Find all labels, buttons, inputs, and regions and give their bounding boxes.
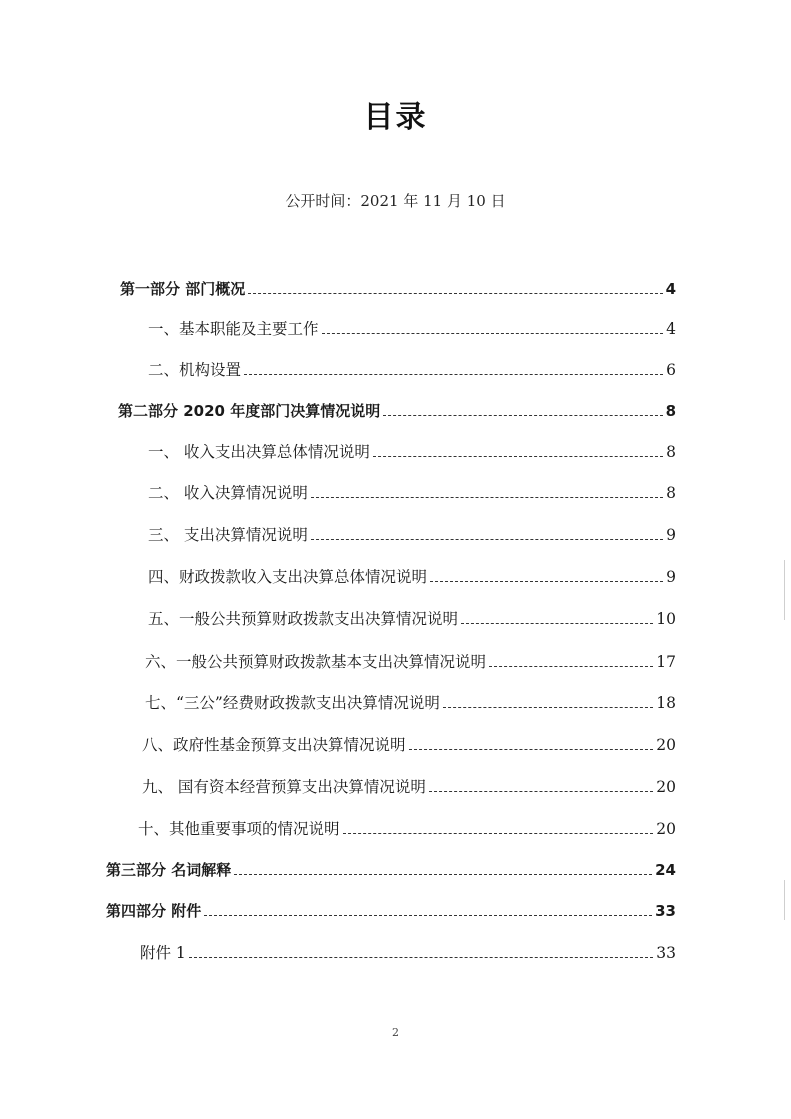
page-title: 目录: [363, 100, 428, 135]
toc-entry-label: 第二部分 2020 年度部门决算情况说明: [118, 402, 381, 420]
toc-entry-label: 九、 国有资本经营预算支出决算情况说明: [142, 778, 426, 796]
toc-item-row: [145, 650, 676, 674]
toc-item-row: [148, 607, 676, 631]
toc-entry-page: 18: [656, 694, 676, 712]
toc-item-row: [148, 481, 676, 505]
publish-date: 公开时间：2021 年 11 月 10 日: [285, 192, 506, 210]
toc-entry-page: 8: [665, 402, 676, 420]
toc-entry-label: 五、一般公共预算财政拨款支出决算情况说明: [148, 610, 459, 628]
toc-item-row: [148, 358, 676, 382]
toc-dot-leader: [443, 707, 653, 708]
toc-part-row: [120, 277, 676, 301]
toc-entry-label: 一、基本职能及主要工作: [148, 320, 319, 338]
toc-entry-label: 七、“三公”经费财政拨款支出决算情况说明: [145, 694, 440, 712]
toc-item-row: [148, 440, 676, 464]
toc-entry-label: 第一部分 部门概况: [120, 280, 246, 298]
toc-entry-label: 一、 收入支出决算总体情况说明: [148, 443, 370, 461]
toc-entry-page: 9: [666, 526, 676, 544]
toc-entry-label: 八、政府性基金预算支出决算情况说明: [142, 736, 406, 754]
toc-dot-leader: [248, 293, 662, 294]
toc-entry-page: 33: [656, 944, 676, 962]
toc-dot-leader: [311, 539, 663, 540]
toc-dot-leader: [409, 749, 654, 750]
toc-part-row: [106, 858, 676, 882]
toc-entry-page: 17: [656, 653, 676, 671]
toc-dot-leader: [311, 497, 663, 498]
toc-dot-leader: [204, 915, 652, 916]
toc-entry-label: 六、一般公共预算财政拨款基本支出决算情况说明: [145, 653, 487, 671]
toc-dot-leader: [461, 623, 653, 624]
toc-dot-leader: [489, 666, 653, 667]
toc-entry-page: 20: [656, 736, 676, 754]
toc-item-row: [140, 941, 676, 965]
toc-entry-page: 10: [656, 610, 676, 628]
toc-entry-label: 第三部分 名词解释: [106, 861, 232, 879]
toc-part-row: [106, 899, 676, 923]
toc-entry-page: 6: [666, 361, 676, 379]
toc-entry-label: 二、机构设置: [148, 361, 242, 379]
toc-dot-leader: [189, 957, 653, 958]
toc-item-row: [148, 523, 676, 547]
toc-entry-page: 4: [665, 280, 676, 298]
toc-item-row: [148, 317, 676, 341]
toc-dot-leader: [244, 374, 663, 375]
toc-item-row: [142, 775, 676, 799]
toc-dot-leader: [343, 833, 654, 834]
toc-entry-page: 9: [666, 568, 676, 586]
toc-dot-leader: [430, 581, 663, 582]
toc-part-row: [118, 399, 676, 423]
toc-item-row: [148, 565, 676, 589]
toc-entry-page: 8: [666, 484, 676, 502]
toc-entry-page: 24: [655, 861, 676, 879]
toc-dot-leader: [373, 456, 663, 457]
toc-dot-leader: [322, 333, 664, 334]
toc-item-row: [145, 691, 676, 715]
toc-entry-label: 第四部分 附件: [106, 902, 202, 920]
toc-entry-page: 20: [656, 820, 676, 838]
toc-entry-label: 四、财政拨款收入支出决算总体情况说明: [148, 568, 428, 586]
toc-entry-page: 4: [666, 320, 676, 338]
toc-entry-label: 十、其他重要事项的情况说明: [138, 820, 340, 838]
toc-entry-label: 三、 支出决算情况说明: [148, 526, 308, 544]
page-number: 2: [392, 1026, 399, 1039]
toc-dot-leader: [383, 415, 662, 416]
toc-item-row: [138, 817, 676, 841]
toc-entry-page: 8: [666, 443, 676, 461]
toc-dot-leader: [234, 874, 652, 875]
toc-entry-page: 20: [656, 778, 676, 796]
toc-entry-page: 33: [655, 902, 676, 920]
scan-edge-mark: [784, 880, 785, 920]
toc-dot-leader: [429, 791, 653, 792]
scan-edge-mark: [784, 560, 785, 620]
toc-entry-label: 附件 1: [140, 944, 186, 962]
toc-entry-label: 二、 收入决算情况说明: [148, 484, 308, 502]
toc-item-row: [142, 733, 676, 757]
